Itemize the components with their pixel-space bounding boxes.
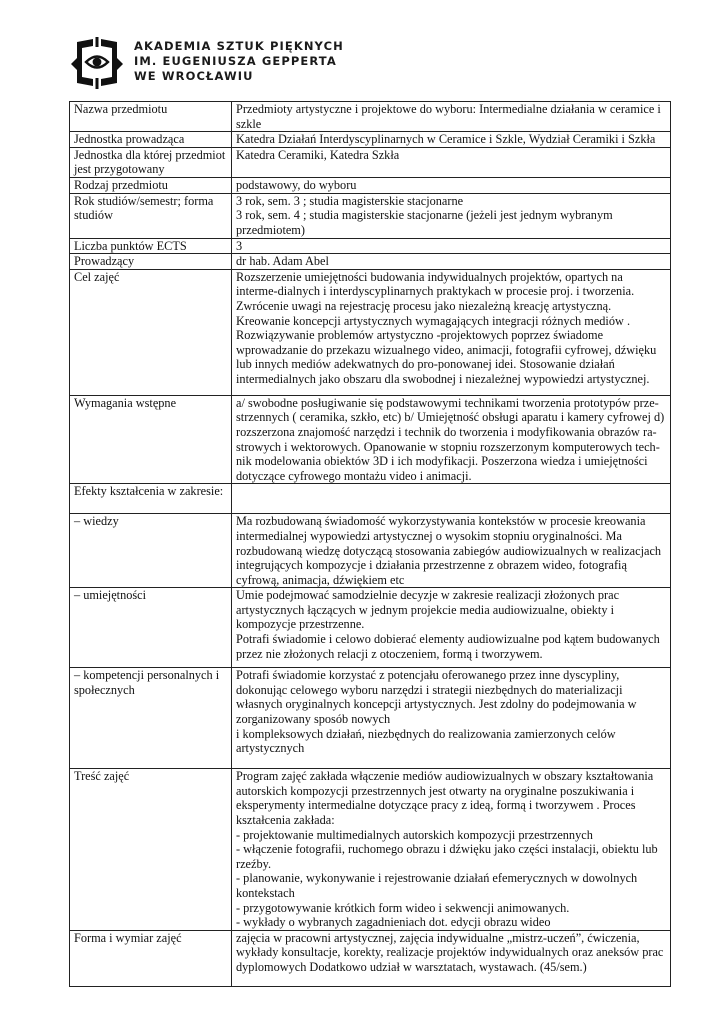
table-row (70, 395, 671, 484)
value-paragraph: podstawowy, do wyboru (236, 177, 357, 192)
row-label: – wiedzy (70, 514, 232, 588)
row-value (232, 147, 671, 177)
row-label: Rodzaj przedmiotu (70, 177, 232, 193)
academy-logo-icon (68, 36, 126, 90)
institution-line: IM. EUGENIUSZA GEPPERTA (134, 54, 337, 68)
row-label: Forma i wymiar zajęć (70, 930, 232, 986)
row-value (232, 254, 671, 270)
table-row (70, 769, 671, 931)
row-value (232, 132, 671, 148)
table-row (70, 193, 671, 238)
row-value (232, 514, 671, 588)
value-paragraph: Umie podejmować samodzielnie decyzje w zakresie realizacji złożonych prac artystycznych łączących w jednym projekcie media audiowizualne, obiekty i kompozycje przestrzenne. (236, 588, 620, 632)
row-value (232, 930, 671, 986)
value-paragraph: - wykłady o wybranych zagadnieniach dot. edycji obrazu wideo (236, 915, 551, 930)
value-paragraph: - projektowanie multimedialnych autorskich kompozycji przestrzennych (236, 827, 593, 842)
row-value (232, 193, 671, 238)
row-label: Rok studiów/semestr; forma studiów (70, 193, 232, 238)
row-value (232, 102, 671, 132)
row-label: Jednostka dla której przedmiot jest przygotowany (70, 147, 232, 177)
table-row (70, 514, 671, 588)
row-label: Liczba punktów ECTS (70, 238, 232, 254)
row-label: Wymagania wstępne (70, 395, 232, 484)
value-paragraph: Program zajęć zakłada włączenie mediów audiowizualnych w obszary kształtowania autorskich kompozycji przestrzennych jest otwarty na oryginalne poszukiwania i eksperymenty intermedialne dotyczące pracy z ideą, formą i tworzywem . Proces kształcenia zakłada: (236, 769, 654, 828)
value-paragraph: - przygotowywanie krótkich form wideo i sekwencji animowanych. (236, 900, 570, 915)
value-paragraph: Ma rozbudowaną świadomość wykorzystywania kontekstów w procesie kreowania intermedialnej wypowiedzi artystycznej o wysokim stopniu oryginalności. Ma rozbudowaną wiedzę dotyczącą stosowania zabiegów audiowizualnych w realizacjach integrujących kompozycje i działania przestrzenne z obrazem wideo, fotografią cyfrową, animacja, dźwiękiem etc (236, 514, 662, 587)
institution-name (134, 39, 344, 84)
table-row (70, 177, 671, 193)
value-paragraph: 3 rok, sem. 4 ; studia magisterskie stacjonarne (jeżeli jest jednym wybranym przedmiotem) (236, 208, 613, 237)
row-value (232, 668, 671, 769)
value-paragraph: 3 (236, 238, 243, 253)
value-paragraph: Potrafi świadomie i celowo dobierać elementy audiowizualne pod kątem budowanych przez nie złożonych relacji z otoczeniem, formą i tworzywem. (236, 632, 660, 661)
row-label: Jednostka prowadząca (70, 132, 232, 148)
table-row (70, 102, 671, 132)
row-label: – umiejętności (70, 588, 232, 668)
value-paragraph: Katedra Działań Interdyscyplinarnych w Ceramice i Szkle, Wydział Ceramiki i Szkła (236, 132, 656, 147)
table-row (70, 484, 671, 514)
table-row (70, 238, 671, 254)
institution-line: AKADEMIA SZTUK PIĘKNYCH (134, 39, 344, 53)
table-row (70, 668, 671, 769)
value-paragraph: - włączenie fotografii, ruchomego obrazu i dźwięku jako części instalacji, obiektu lub rzeźby. (236, 842, 658, 871)
row-label: Cel zajęć (70, 269, 232, 395)
row-value (232, 269, 671, 395)
value-paragraph: Katedra Ceramiki, Katedra Szkła (236, 147, 400, 162)
value-paragraph: a/ swobodne posługiwanie się podstawowymi technikami tworzenia prototypów prze-strzennych ( ceramika, szkło, etc) b/ Umiejętność obsługi aparatu i kamery cyfrowej d) rozszerzona znajomość narzędzi i technik do tworzenia i modyfikowania obrazów ra-strowych i wektorowych. Opanowanie w stopniu rozszerzonym komputerowych tech-nik modelowania obiektów 3D i ich modyfikacji. Poszerzona wiedza i umiejętności dotyczące cyfrowego montażu video i animacji. (236, 395, 665, 483)
value-paragraph: 3 rok, sem. 3 ; studia magisterskie stacjonarne (236, 193, 464, 208)
row-value (232, 588, 671, 668)
row-label: Treść zajęć (70, 769, 232, 931)
table-row (70, 254, 671, 270)
row-value (232, 769, 671, 931)
table-row (70, 930, 671, 986)
institution-line: WE WROCŁAWIU (134, 69, 254, 83)
row-label: Nazwa przedmiotu (70, 102, 232, 132)
table-row (70, 132, 671, 148)
value-paragraph: - planowanie, wykonywanie i rejestrowanie działań efemerycznych w dowolnych kontekstach (236, 871, 638, 901)
table-row (70, 588, 671, 668)
row-value (232, 177, 671, 193)
value-paragraph: dr hab. Adam Abel (236, 254, 329, 269)
row-label: Prowadzący (70, 254, 232, 270)
row-label: Efekty kształcenia w zakresie: (70, 484, 232, 514)
table-row (70, 269, 671, 395)
page-header (68, 36, 368, 92)
table-row (70, 147, 671, 177)
row-value (232, 484, 671, 514)
row-value (232, 395, 671, 484)
value-paragraph: Rozszerzenie umiejętności budowania indywidualnych projektów, opartych na interme-dialnych i interdyscyplinarnych praktykach w procesie proj. i tworzenia. Zwrócenie uwagi na rejestrację procesu jako niezależną kreację artystyczną. Kreowanie koncepcji artystycznych wymagających integracji różnych mediów . Rozwiązywanie problemów artystyczno -projektowych poprzez świadome wprowadzanie do przekazu wizualnego video, animacji, fotografii cyfrowej, dźwięku lub innych mediów adekwatnych do pro-ponowanej idei. Stosowanie działań intermedialnych jako obszaru dla swobodnej i niezależnej wypowiedzi artystycznej. (236, 269, 657, 386)
value-paragraph: zajęcia w pracowni artystycznej, zajęcia indywidualne „mistrz-uczeń”, ćwiczenia, wykłady konsultacje, korekty, realizacje projektów indywidualnych oraz aneksów prac dyplomowych Dodatkowo udział w warsztatach, wystawach. (45/sem.) (236, 930, 664, 974)
value-paragraph: Potrafi świadomie korzystać z potencjału oferowanego przez inne dyscypliny, dokonując celowego wyboru narzędzi i strategii niezbędnych do materializacji własnych oryginalnych koncepcji artystycznych. Jest zdolny do podejmowania w zorganizowany sposób nowych (236, 668, 637, 727)
value-paragraph: i kompleksowych działań, niezbędnych do realizowania zamierzonych celów artystycznych (236, 726, 616, 756)
row-value (232, 238, 671, 254)
course-info-table (69, 101, 671, 987)
value-paragraph: Przedmioty artystyczne i projektowe do wyboru: Intermedialne działania w ceramice i szkle (236, 102, 661, 131)
row-label: – kompetencji personalnych i społecznych (70, 668, 232, 769)
